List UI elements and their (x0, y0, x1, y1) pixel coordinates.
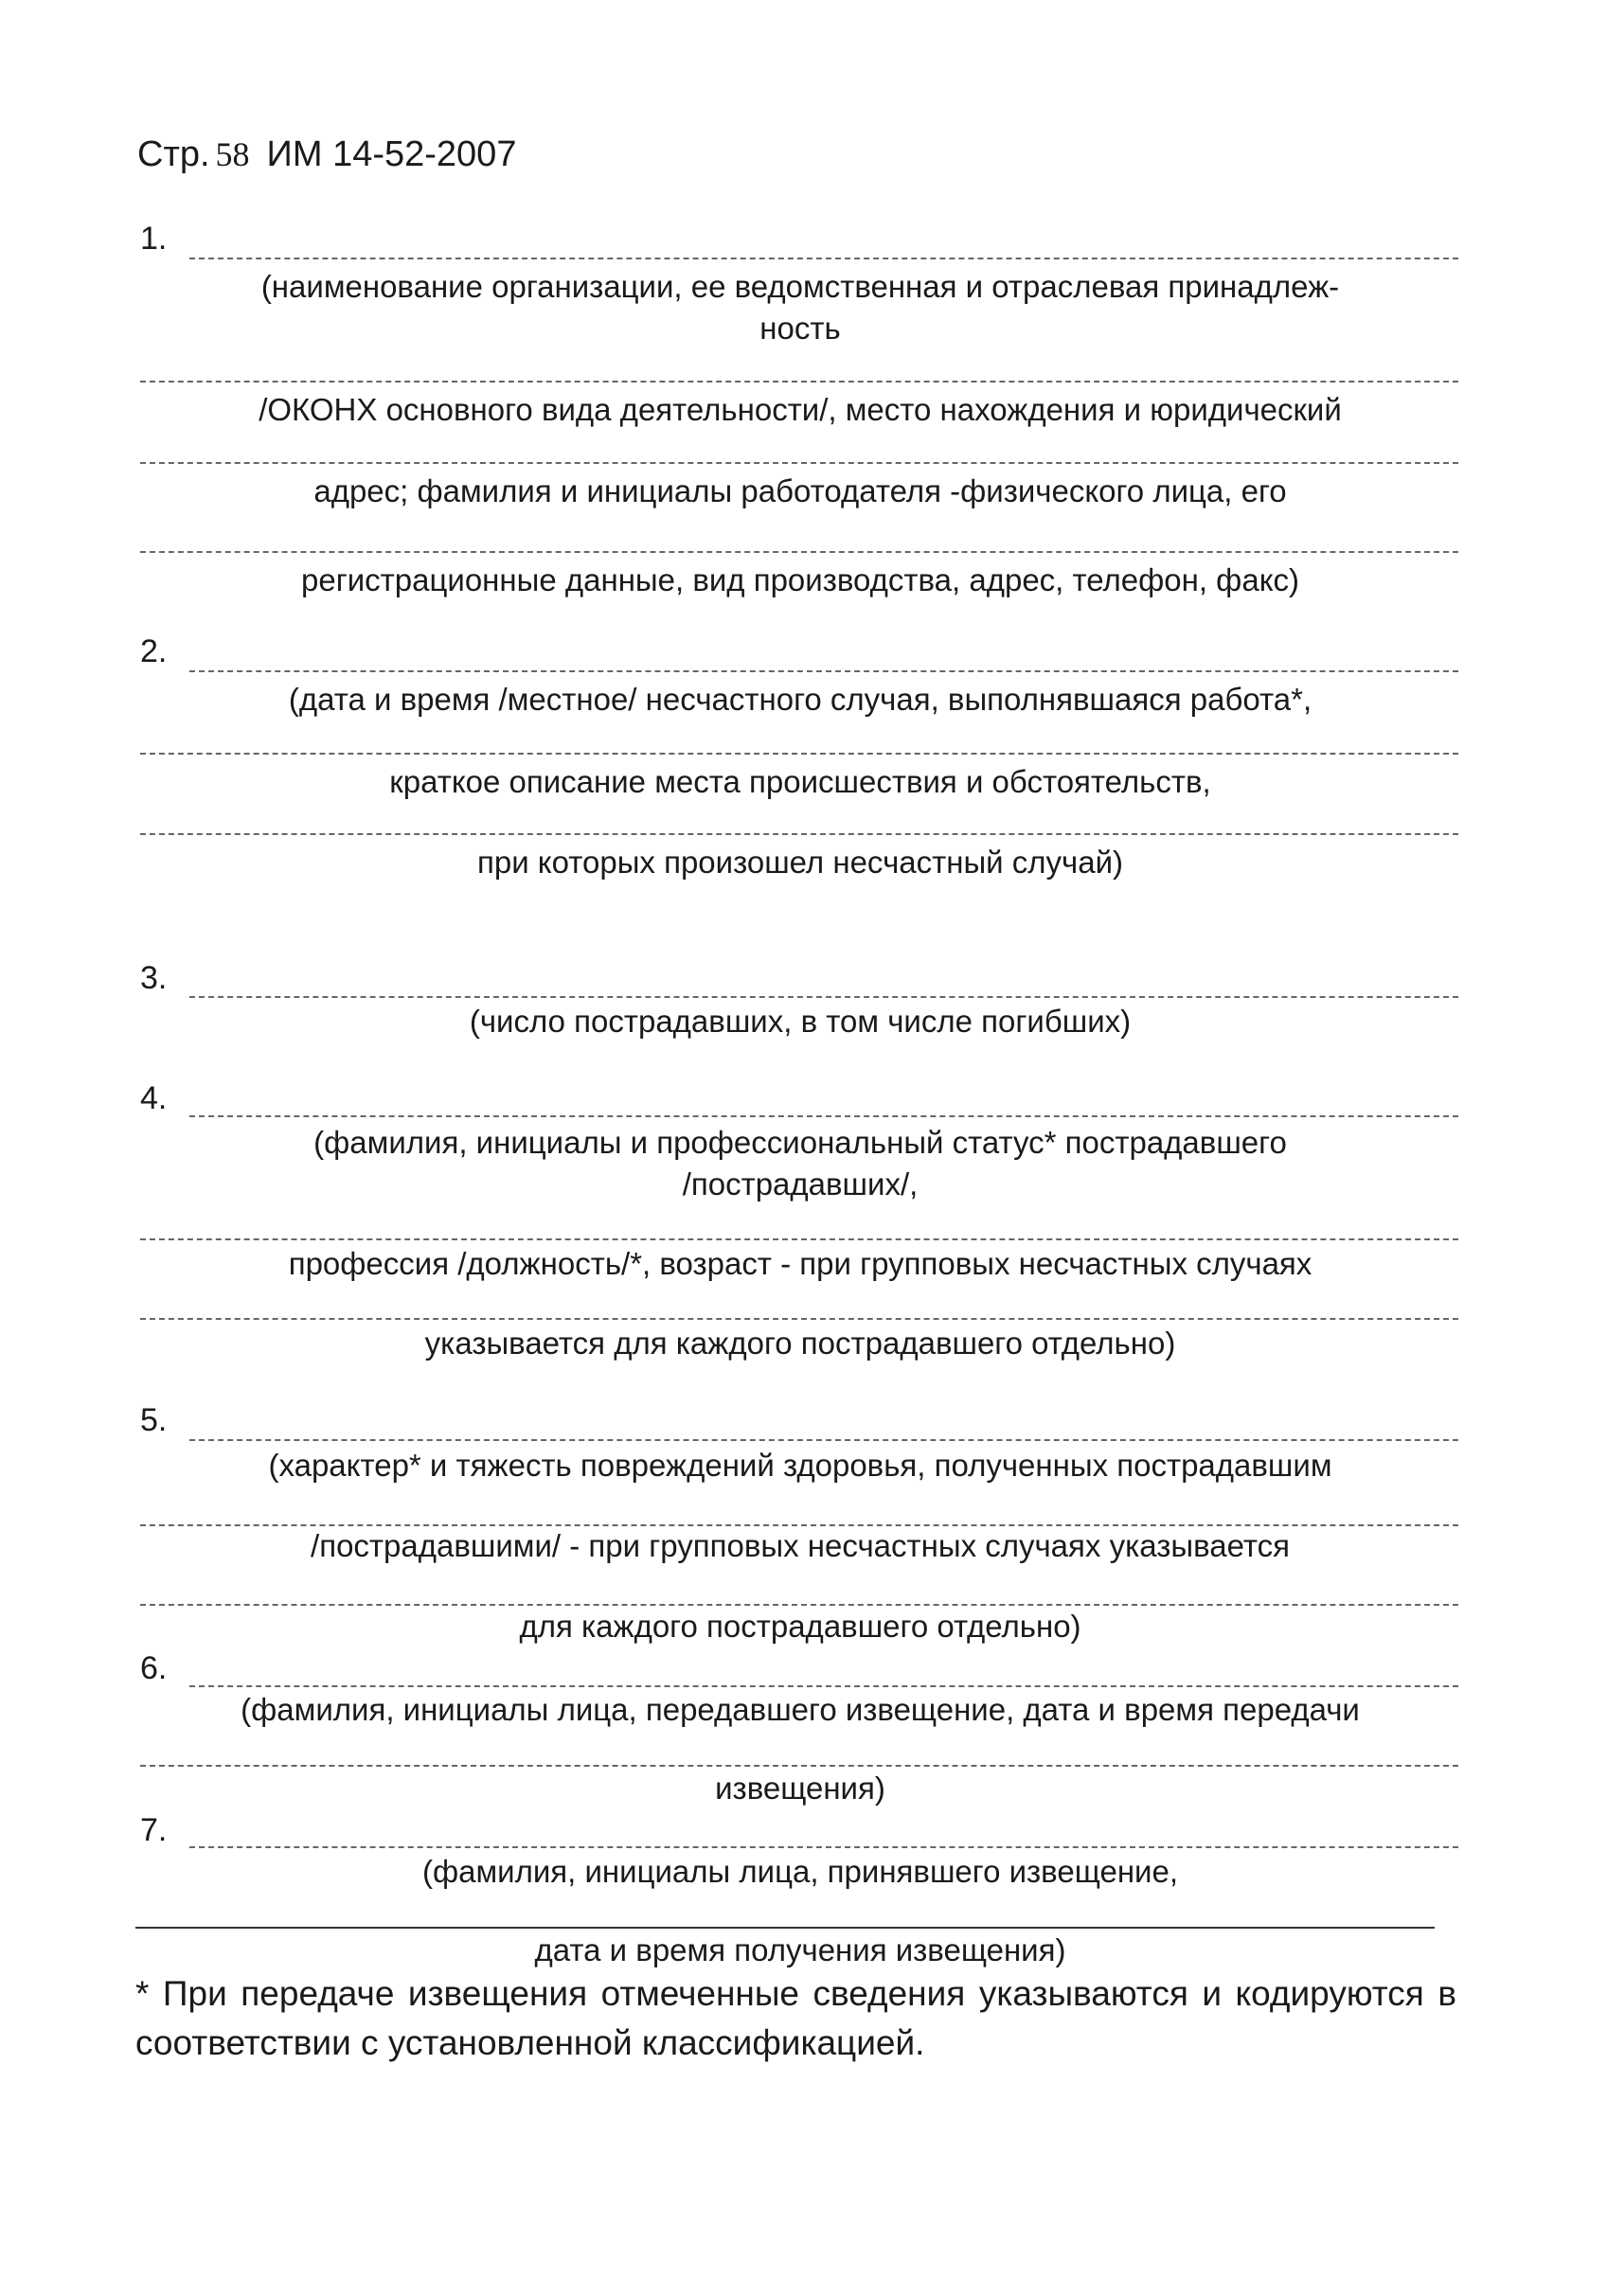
fill-line (140, 462, 1458, 464)
fill-line (140, 753, 1458, 755)
document-code: ИМ 14-52-2007 (266, 134, 517, 174)
item-caption: (фамилия, инициалы лица, принявшего извещение, (421, 1854, 1179, 1889)
page-header (137, 133, 516, 176)
item-caption: указывается для каждого пострадавшего отдельно) (424, 1326, 1176, 1361)
item-number-4: 4. (140, 1080, 168, 1116)
item-caption: краткое описание места происшествия и обстоятельств, (389, 764, 1211, 799)
fill-line (140, 381, 1458, 383)
fill-line (140, 1238, 1458, 1240)
page-number: 58 (215, 135, 250, 173)
item-caption: ность (759, 311, 841, 346)
page-prefix: Стр. (137, 134, 210, 174)
item-caption: (наименование организации, ее ведомственная и отраслевая принадлеж- (260, 269, 1340, 304)
fill-line (189, 1685, 1458, 1687)
footnote: * При передаче извещения отмеченные сведения указываются и кодируются в соответствии с установленной классификацией. (135, 1974, 1456, 2062)
fill-line (189, 258, 1458, 259)
fill-line (189, 1115, 1458, 1117)
item-caption: /пострадавших/, (682, 1166, 919, 1201)
item-number-7: 7. (140, 1812, 168, 1848)
item-caption: /пострадавшими/ - при групповых несчастных случаях указывается (311, 1528, 1290, 1563)
item-caption: адрес; фамилия и инициалы работодателя -физического лица, его (313, 473, 1287, 508)
item-caption: регистрационные данные, вид производства, адрес, телефон, факс) (300, 562, 1299, 597)
fill-line (189, 996, 1458, 998)
item-caption: (число пострадавших, в том числе погибших) (469, 1004, 1132, 1039)
item-caption: для каждого пострадавшего отдельно) (519, 1609, 1081, 1644)
item-caption: (дата и время /местное/ несчастного случая, выполнявшаяся работа*, (288, 682, 1312, 717)
item-number-5: 5. (140, 1402, 168, 1438)
item-caption: /ОКОНХ основного вида деятельности/, место нахождения и юридический (259, 392, 1342, 427)
item-caption: извещения) (715, 1771, 885, 1806)
item-caption: дата и время получения извещения) (534, 1932, 1066, 1967)
item-caption: профессия /должность/*, возраст - при групповых несчастных случаях (288, 1246, 1312, 1281)
fill-line (140, 1765, 1458, 1767)
item-number-6: 6. (140, 1650, 168, 1686)
item-caption: (фамилия, инициалы лица, передавшего извещение, дата и время передачи (241, 1692, 1360, 1727)
item-number-3: 3. (140, 960, 168, 996)
fill-line (189, 670, 1458, 672)
item-caption: (характер* и тяжесть повреждений здоровья, полученных пострадавшим (268, 1448, 1332, 1483)
fill-line (140, 1318, 1458, 1320)
fill-line (140, 833, 1458, 835)
item-number-2: 2. (140, 633, 168, 669)
item-caption: при которых произошел несчастный случай) (476, 845, 1123, 880)
fill-line (135, 1927, 1435, 1929)
fill-line (140, 1604, 1458, 1606)
fill-line (140, 551, 1458, 553)
item-number-1: 1. (140, 221, 168, 257)
item-caption: (фамилия, инициалы и профессиональный статус* пострадавшего (313, 1125, 1287, 1160)
fill-line (189, 1439, 1458, 1441)
fill-line (189, 1846, 1458, 1848)
